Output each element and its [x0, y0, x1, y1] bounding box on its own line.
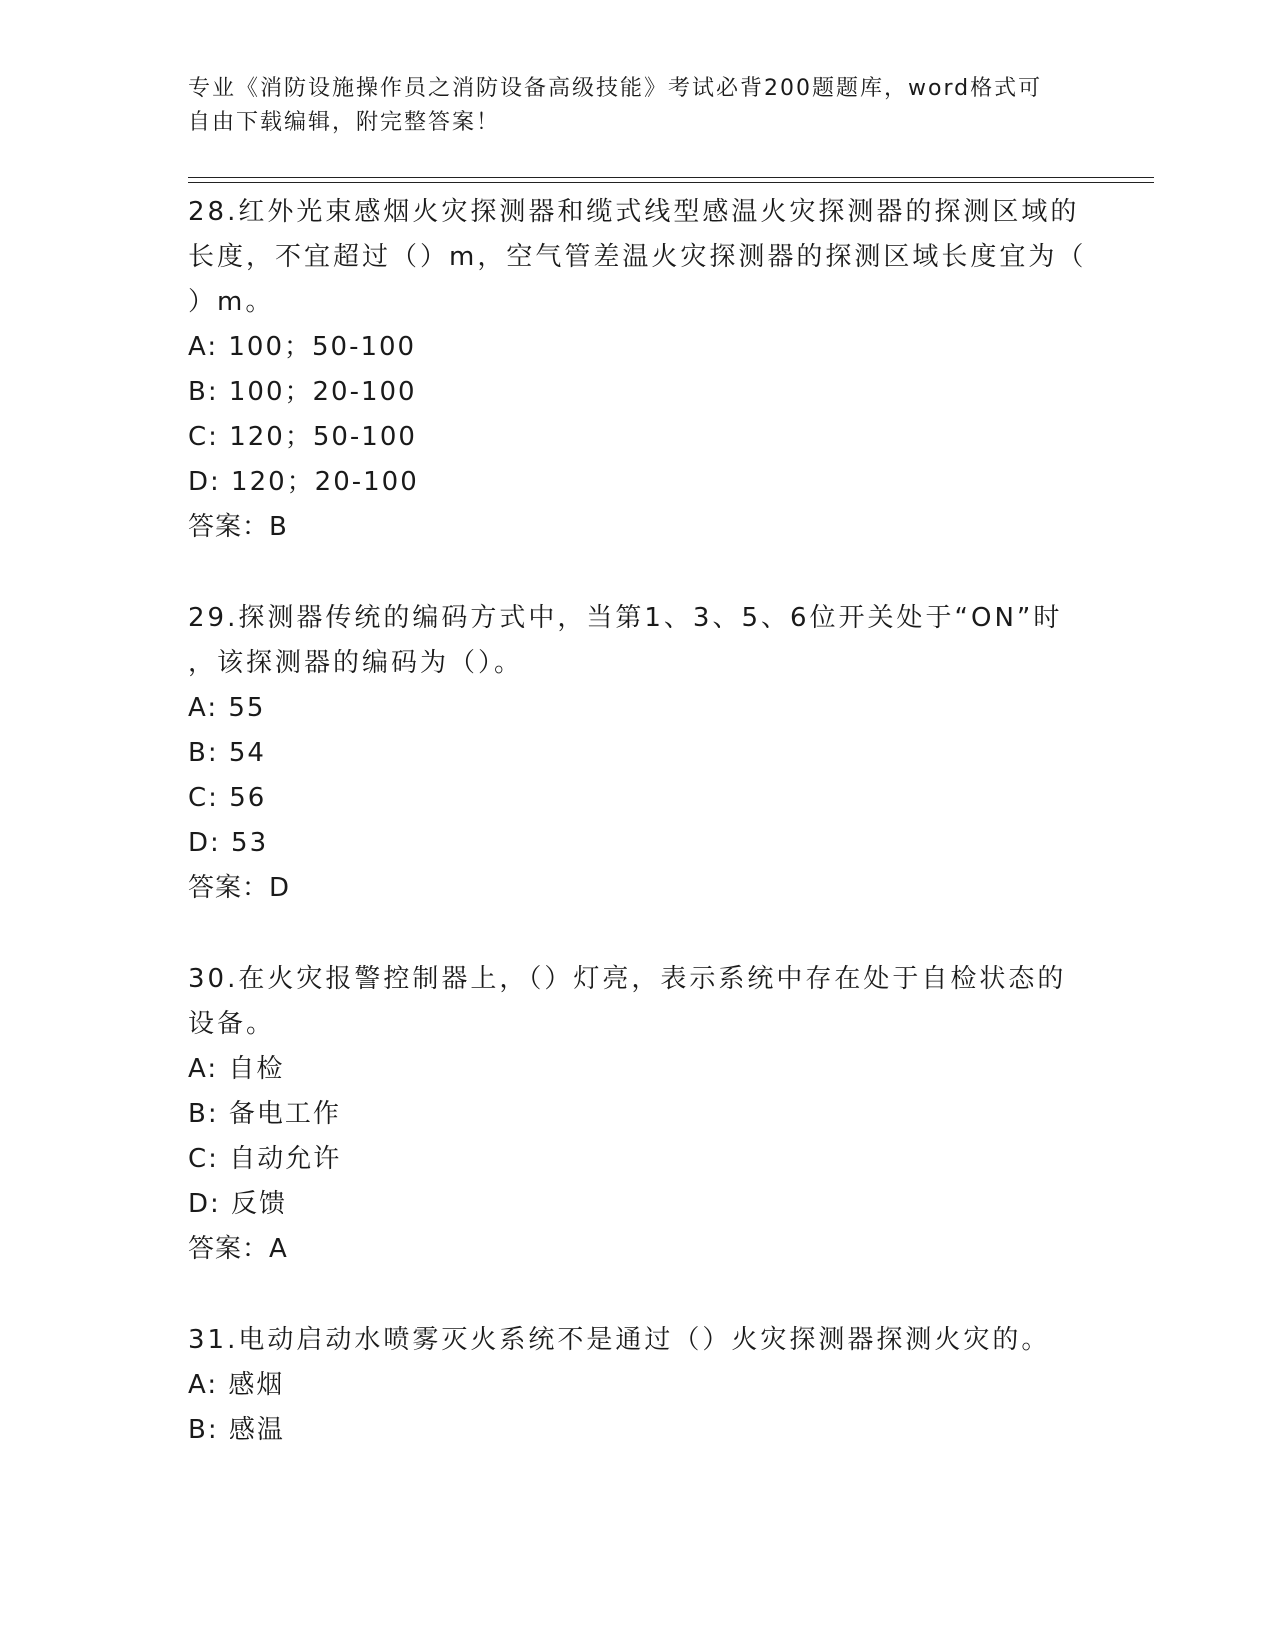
answer-line [188, 866, 1088, 911]
option-a [188, 1363, 1088, 1408]
option-text: 备电工作 [228, 1099, 341, 1129]
option-text: 感烟 [228, 1370, 285, 1400]
option-letter: B: [188, 1099, 219, 1129]
question-line [188, 1318, 1088, 1363]
question-number: 28. [188, 197, 239, 227]
document-header [188, 72, 1088, 140]
question-number: 31. [188, 1325, 239, 1355]
question-28 [188, 190, 1088, 550]
question-line [188, 190, 1088, 235]
answer-value: A [269, 1234, 288, 1264]
option-d [188, 821, 1088, 866]
question-number: 29. [188, 603, 239, 633]
question-line [188, 957, 1088, 1002]
header-divider-bottom [188, 182, 1154, 183]
option-b [188, 370, 1088, 415]
question-line: ）m。 [188, 287, 275, 317]
question-line-text: 探测器传统的编码方式中，当第1、3、5、6位开关处于“ON”时 [238, 603, 1063, 633]
option-letter: A: [188, 1370, 219, 1400]
option-letter: A: [188, 332, 219, 362]
option-text: 自动允许 [229, 1144, 342, 1174]
option-text: 54 [228, 738, 266, 768]
answer-value: D [269, 873, 291, 903]
option-text: 反馈 [231, 1189, 288, 1219]
answer-label: 答案： [188, 512, 270, 542]
option-text: 100；20-100 [228, 377, 417, 407]
question-text [188, 596, 1088, 686]
option-text: 120；50-100 [229, 422, 417, 452]
option-c [188, 776, 1088, 821]
question-text [188, 190, 1088, 325]
option-b [188, 731, 1088, 776]
option-text: 53 [231, 828, 269, 858]
option-b [188, 1092, 1088, 1137]
option-letter: C: [188, 422, 219, 452]
option-c [188, 1137, 1088, 1182]
question-list [188, 186, 1088, 1499]
option-text: 55 [228, 693, 266, 723]
answer-line [188, 1227, 1088, 1272]
header-line-1: 专业《消防设施操作员之消防设备高级技能》考试必背200题题库，word格式可 [188, 76, 1043, 101]
question-30 [188, 957, 1088, 1272]
question-line-text: 电动启动水喷雾灭火系统不是通过（）火灾探测器探测火灾的。 [238, 1325, 1051, 1355]
question-text [188, 1318, 1088, 1363]
answer-value: B [269, 512, 288, 542]
answer-label: 答案： [188, 1234, 270, 1264]
option-c [188, 415, 1088, 460]
option-text: 感温 [228, 1415, 285, 1445]
option-text: 自检 [228, 1054, 285, 1084]
option-d [188, 1182, 1088, 1227]
question-31 [188, 1318, 1088, 1453]
option-letter: C: [188, 783, 219, 813]
header-line-2: 自由下载编辑，附完整答案！ [188, 110, 501, 135]
option-a [188, 686, 1088, 731]
answer-label: 答案： [188, 873, 270, 903]
question-text [188, 957, 1088, 1047]
option-b [188, 1408, 1088, 1453]
question-line: ，该探测器的编码为（）。 [188, 648, 524, 678]
question-line-text: 在火灾报警控制器上，（）灯亮，表示系统中存在处于自检状态的 [238, 964, 1067, 994]
option-letter: D: [188, 828, 221, 858]
option-letter: D: [188, 467, 221, 497]
option-a [188, 1047, 1088, 1092]
option-text: 100；50-100 [228, 332, 417, 362]
option-letter: B: [188, 738, 219, 768]
option-letter: C: [188, 1144, 219, 1174]
header-divider-top [188, 177, 1154, 178]
answer-line [188, 505, 1088, 550]
question-line: 长度，不宜超过（）m，空气管差温火灾探测器的探测区域长度宜为（ [188, 242, 1087, 272]
question-line [188, 596, 1088, 641]
question-29 [188, 596, 1088, 911]
option-text: 120；20-100 [231, 467, 419, 497]
option-letter: D: [188, 1189, 221, 1219]
option-d [188, 460, 1088, 505]
option-letter: B: [188, 377, 219, 407]
option-letter: B: [188, 1415, 219, 1445]
option-letter: A: [188, 1054, 219, 1084]
question-line: 设备。 [188, 1009, 276, 1039]
question-line-text: 红外光束感烟火灾探测器和缆式线型感温火灾探测器的探测区域的 [238, 197, 1080, 227]
question-number: 30. [188, 964, 239, 994]
option-letter: A: [188, 693, 219, 723]
option-a [188, 325, 1088, 370]
option-text: 56 [229, 783, 267, 813]
